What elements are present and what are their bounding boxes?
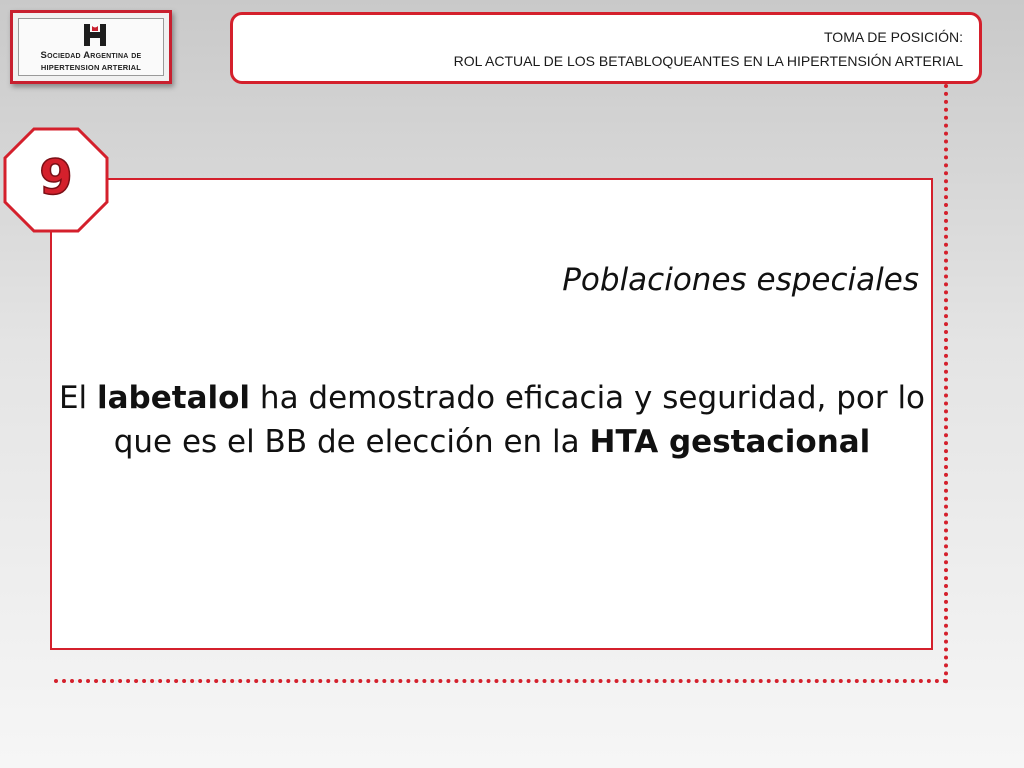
header-title-line1: TOMA DE POSICIÓN: — [824, 29, 963, 45]
body-part1: El — [58, 380, 98, 416]
dotted-connector-vertical — [944, 84, 948, 684]
header-title-line2: ROL ACTUAL DE LOS BETABLOQUEANTES EN LA HIPERTENSIÓN ARTERIAL — [453, 53, 963, 69]
body-part2: ha demostrado eficacia y seguridad, por lo que es el BB de elección en la — [113, 380, 926, 460]
slide-subtitle: Poblaciones especiales — [562, 262, 919, 298]
logo-text-line2: HIPERTENSION ARTERIAL — [40, 63, 142, 72]
logo-text-line1: Sociedad Argentina de — [40, 50, 142, 61]
slide-number: 9 — [39, 150, 73, 206]
slide-number-badge — [2, 126, 110, 234]
slide-body-text — [52, 376, 932, 464]
body-bold-hta: HTA gestacional — [589, 424, 871, 460]
body-bold-labetalol: labetalol — [97, 380, 251, 416]
sah-logo — [10, 10, 172, 84]
dotted-connector-horizontal — [54, 679, 948, 683]
sah-h-icon — [83, 24, 107, 46]
logo-frame — [18, 18, 164, 76]
header-title-box — [230, 12, 982, 84]
